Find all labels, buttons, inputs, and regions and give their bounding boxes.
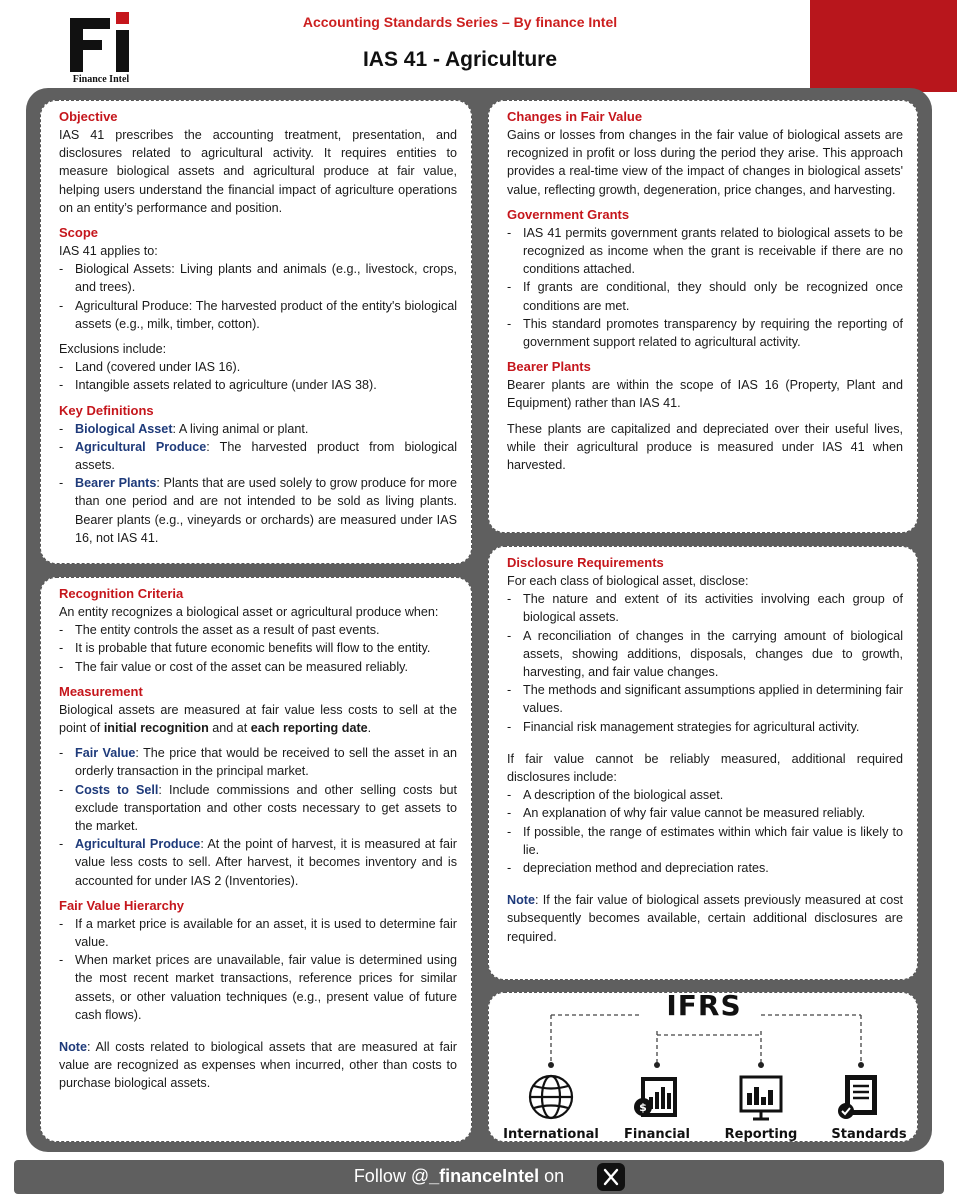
- note-label: Note: [59, 1040, 87, 1055]
- list-item: - If a market price is available for an asset, it is used to determine fair value.: [59, 915, 457, 951]
- note-label: Note: [507, 893, 535, 908]
- list-item: - Agricultural Produce: The harvested product of the entity's biological assets (e.g., milk, timber, cotton).: [59, 297, 457, 333]
- list-item: [59, 474, 457, 547]
- footer-follow-bar[interactable]: [14, 1160, 944, 1194]
- list-item: - The entity controls the asset as a result of past events.: [59, 621, 457, 639]
- bearer-text-2: These plants are capitalized and depreciated over their useful lives, while their agricultural produce is measured under IAS 41 when harvested.: [507, 421, 903, 473]
- list-item: - Land (covered under IAS 16).: [59, 358, 457, 376]
- definition-text: : The harvested product from biological assets.: [75, 439, 458, 473]
- svg-text:$: $: [639, 1101, 647, 1114]
- list-item: - The fair value or cost of the asset can be measured reliably.: [59, 658, 457, 676]
- definition-term: Bearer Plants: [75, 476, 157, 491]
- objective-text: IAS 41 prescribes the accounting treatment, presentation, and disclosures related to agricultural activity. It requires entities to measure biological assets and agricultural produce at fair value, helping users understand the financial impact of agriculture operations on an entity’s performance and position.: [59, 128, 457, 215]
- header-accent-bar: [810, 0, 957, 92]
- changes-text: Gains or losses from changes in the fair value of biological assets are recognized in profit or loss during the period they arise. This approach provides a real-time view of the impact of changes in biological assets' value, reflecting growth, degeneration, price changes, and harvesting.: [507, 128, 903, 197]
- measurement-list: [59, 744, 457, 890]
- measurement-title: Measurement: [59, 683, 143, 699]
- list-item: - An explanation of why fair value cannot be measured reliably.: [507, 804, 903, 822]
- financial-report-icon: [634, 1077, 677, 1117]
- recognition-intro: An entity recognizes a biological asset or agricultural produce when:: [59, 605, 439, 619]
- footer-prefix: Follow @: [353, 1166, 430, 1186]
- panel-disclosure: [488, 546, 918, 980]
- ifrs-label-standards: Standards: [831, 1127, 907, 1142]
- scope-list: [59, 260, 457, 333]
- definitions-title: Key Definitions: [59, 402, 154, 418]
- measurement-term: Costs to Sell: [75, 782, 159, 797]
- measurement-intro-text: .: [367, 721, 372, 736]
- grants-title: Government Grants: [507, 206, 630, 222]
- scope-intro: IAS 41 applies to:: [59, 244, 158, 259]
- exclusions-list: [59, 358, 457, 394]
- disclosure-list: [507, 590, 903, 736]
- footer-text: [14, 1166, 944, 1187]
- measurement-intro: [59, 701, 457, 737]
- list-item: - If possible, the range of estimates within which fair value is likely to lie.: [507, 823, 903, 859]
- hierarchy-list: [59, 915, 457, 1024]
- objective-title: Objective: [59, 109, 118, 124]
- ifrs-label-financial: Financial: [623, 1127, 690, 1142]
- measurement-term: Agricultural Produce: [75, 837, 201, 852]
- costs-note: [59, 1038, 457, 1093]
- exclusions-intro: Exclusions include:: [59, 342, 167, 357]
- measurement-intro-bold: initial recognition: [103, 721, 209, 736]
- definition-text: : Plants that are used solely to grow produce for more than one period and are not intended to be sold as living plants. Bearer plants (e.g., vineyards or orchards) are measured under IAS 16, not IAS 41.: [75, 476, 457, 545]
- grants-list: [507, 224, 903, 351]
- ifrs-label-international: International: [503, 1127, 599, 1142]
- measurement-text: : The price that would be received to sell the asset in an orderly transaction in the principal market.: [75, 746, 457, 779]
- x-logo-icon[interactable]: [597, 1163, 625, 1191]
- list-item: - The nature and extent of its activities involving each group of biological assets.: [507, 590, 903, 626]
- ifrs-label-reporting: Reporting: [724, 1127, 798, 1142]
- list-item: - When market prices are unavailable, fair value is determined using the most recent market transactions, reference prices for similar assets, or other valuation techniques (e.g., present value of future cash flows).: [59, 951, 457, 1024]
- standards-document-icon: [838, 1075, 877, 1119]
- footer-suffix: on: [539, 1166, 565, 1186]
- ifrs-title: IFRS: [666, 989, 742, 1022]
- list-item: - The methods and significant assumptions applied in determining fair values.: [507, 681, 903, 717]
- measurement-text: : Include commissions and other selling costs but exclude transportation and other costs necessary to get assets to the market.: [75, 782, 457, 834]
- list-item: - If grants are conditional, they should only be recognized once conditions are met.: [507, 278, 903, 314]
- unreliable-intro: If fair value cannot be reliably measured, additional required disclosures include:: [507, 751, 903, 785]
- list-item: [59, 781, 457, 836]
- list-item: - Biological Assets: Living plants and animals (e.g., livestock, crops, and trees).: [59, 260, 457, 296]
- globe-icon: [530, 1076, 572, 1118]
- page-title: IAS 41 - Agriculture: [362, 48, 558, 71]
- definition-text: : A living animal or plant.: [172, 421, 309, 436]
- panel-recognition-measurement: [40, 577, 472, 1142]
- list-item: [59, 835, 457, 890]
- list-item: - This standard promotes transparency by requiring the reporting of government support related to agricultural activity.: [507, 315, 903, 351]
- list-item: - IAS 41 permits government grants related to biological assets to be recognized as income when the grant is receivable if there are no conditions attached.: [507, 224, 903, 279]
- panel-changes-grants-bearer: [488, 100, 918, 533]
- scope-title: Scope: [59, 225, 99, 241]
- measurement-intro-text: and at: [208, 721, 251, 736]
- finance-intel-logo: [62, 10, 140, 88]
- list-item: - A description of the biological asset.: [507, 786, 903, 804]
- hierarchy-title: Fair Value Hierarchy: [59, 897, 185, 913]
- definition-term: Agricultural Produce: [75, 439, 207, 454]
- panel-ifrs: [488, 989, 918, 1142]
- bearer-text-1: Bearer plants are within the scope of IAS 16 (Property, Plant and Equipment) rather than IAS 41.: [507, 378, 903, 411]
- measurement-text: : At the point of harvest, it is measured at fair value less costs to sell. After harvest, it becomes inventory and is accounted for under IAS 2 (Inventories).: [75, 837, 457, 888]
- list-item: [59, 438, 457, 474]
- list-item: [59, 420, 457, 438]
- panel-objective-scope-definitions: [40, 100, 472, 564]
- list-item: - depreciation method and depreciation rates.: [507, 859, 903, 877]
- logo-text: Finance Intel: [72, 74, 130, 85]
- definition-term: Biological Asset: [75, 421, 173, 436]
- header: [0, 0, 957, 92]
- recognition-list: [59, 621, 457, 676]
- measurement-intro-bold: each reporting date: [250, 721, 368, 736]
- disclosure-note: [507, 891, 903, 946]
- footer-handle[interactable]: _financeIntel: [429, 1166, 540, 1186]
- list-item: - Intangible assets related to agriculture (under IAS 38).: [59, 376, 457, 394]
- note-text: : If the fair value of biological assets previously measured at cost subsequently becomes available, certain additional disclosures are required.: [507, 893, 903, 944]
- unreliable-list: [507, 786, 903, 877]
- series-title: Accounting Standards Series – By finance Intel: [302, 14, 618, 30]
- note-text: : All costs related to biological assets that are measured at fair value are recognized as expenses when incurred, other than costs to purchase biological assets.: [59, 1040, 457, 1091]
- measurement-term: Fair Value: [75, 746, 136, 761]
- bearer-title: Bearer Plants: [507, 359, 591, 375]
- recognition-title: Recognition Criteria: [59, 586, 184, 601]
- disclosure-title: Disclosure Requirements: [507, 555, 664, 570]
- list-item: - A reconciliation of changes in the carrying amount of biological assets, showing additions, disposals, changes due to growth, harvesting, and fair value changes.: [507, 627, 903, 682]
- disclosure-intro: For each class of biological asset, disclose:: [507, 574, 749, 588]
- fi-logo-icon: [62, 10, 140, 74]
- list-item: [59, 744, 457, 780]
- list-item: - Financial risk management strategies for agricultural activity.: [507, 718, 903, 736]
- list-item: - It is probable that future economic benefits will flow to the entity.: [59, 639, 457, 657]
- definitions-list: [59, 420, 457, 547]
- changes-title: Changes in Fair Value: [507, 109, 643, 124]
- reporting-chart-icon: [741, 1077, 781, 1119]
- measurement-intro-text: Biological assets are measured at fair value less costs to sell at the point of: [59, 702, 457, 736]
